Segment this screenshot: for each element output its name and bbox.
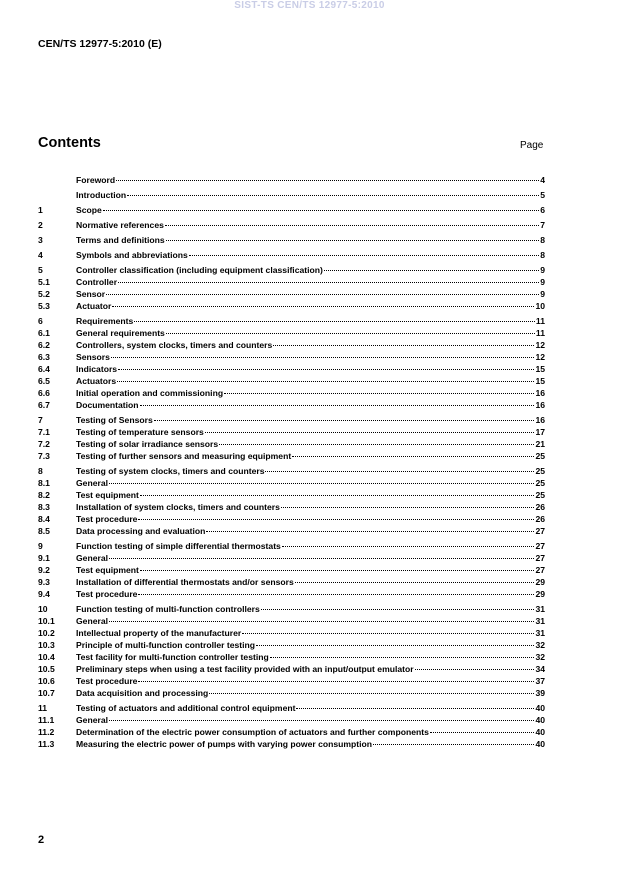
toc-leader-dots [109,621,534,622]
toc-entry-title: Documentation [76,400,139,410]
toc-entry[interactable] [38,438,545,450]
toc-entry[interactable] [38,525,545,537]
watermark: SIST-TS CEN/TS 12977-5:2010 [234,0,385,11]
toc-entry-page: 6 [540,205,545,215]
toc-leader-dots [165,225,539,226]
toc-entry-number: 9.4 [38,589,50,599]
toc-entry-title: Test procedure [76,589,138,599]
toc-leader-dots [281,507,535,508]
toc-entry-number: 8.2 [38,490,50,500]
toc-entry[interactable] [38,564,545,576]
toc-entry-number: 10.1 [38,616,55,626]
toc-entry-title: Actuators [76,376,117,386]
toc-leader-dots [154,420,535,421]
toc-entry-number: 8.1 [38,478,50,488]
toc-entry-title-wrap [76,399,535,411]
toc-entry-page: 26 [535,502,545,512]
toc-entry-number: 8 [38,466,43,476]
toc-leader-dots [109,558,534,559]
toc-entry[interactable] [38,588,545,600]
toc-entry-page: 16 [535,400,545,410]
toc-group [38,249,545,261]
toc-entry-title: Normative references [76,220,164,230]
toc-entry[interactable] [38,501,545,513]
toc-entry-number: 10.2 [38,628,55,638]
toc-entry-title-wrap [76,501,535,513]
toc-entry-title-wrap [76,726,535,738]
toc-entry-title: Test facility for multi-function controller testing [76,652,269,662]
toc-entry-title-wrap [76,387,535,399]
toc-entry-title-wrap [76,189,540,201]
toc-entry-title-wrap [76,276,540,288]
toc-leader-dots [256,645,534,646]
contents-heading: Contents [38,135,101,151]
toc-leader-dots [138,519,534,520]
toc-entry-title-wrap [76,525,535,537]
toc-entry[interactable] [38,327,545,339]
toc-leader-dots [138,594,534,595]
toc-entry-page: 11 [535,316,545,326]
toc-entry-title-wrap [76,426,535,438]
toc-entry-page: 32 [535,640,545,650]
toc-entry-title: Scope [76,205,102,215]
toc-entry-page: 27 [535,553,545,563]
toc-leader-dots [270,657,535,658]
toc-leader-dots [273,345,534,346]
toc-entry-title-wrap [76,249,540,261]
toc-entry[interactable] [38,552,545,564]
toc-entry-title: Test equipment [76,565,139,575]
toc-entry-page: 32 [535,652,545,662]
toc-entry-number: 7 [38,415,43,425]
toc-entry-number: 6 [38,316,43,326]
toc-entry-title: Data processing and evaluation [76,526,206,536]
toc-entry-title: Installation of system clocks, timers and counters [76,502,280,512]
toc-group [38,234,545,246]
toc-entry-title: General [76,478,109,488]
toc-leader-dots [118,369,534,370]
toc-entry-page: 27 [535,541,545,551]
toc-entry-number: 5.3 [38,301,50,311]
toc-entry-title: Test equipment [76,490,139,500]
toc-leader-dots [116,180,539,181]
toc-entry-title-wrap [76,603,535,615]
toc-entry-page: 15 [535,376,545,386]
toc-entry[interactable] [38,174,545,186]
toc-entry-title-wrap [76,339,535,351]
toc-entry-title-wrap [76,576,535,588]
toc-leader-dots [138,681,534,682]
toc-entry-title: Intellectual property of the manufacturer [76,628,242,638]
toc-entry-title-wrap [76,738,535,750]
toc-leader-dots [127,195,539,196]
toc-entry-page: 31 [535,628,545,638]
toc-entry[interactable] [38,264,545,276]
toc-entry[interactable] [38,288,545,300]
toc-entry-page: 9 [540,277,545,287]
toc-entry[interactable] [38,663,545,675]
toc-entry-page: 40 [535,727,545,737]
toc-entry-page: 39 [535,688,545,698]
toc-leader-dots [140,570,535,571]
toc-group [38,264,545,312]
toc-entry-title: Terms and definitions [76,235,165,245]
toc-leader-dots [117,381,534,382]
toc-entry-page: 34 [535,664,545,674]
toc-entry-number: 9 [38,541,43,551]
toc-leader-dots [134,321,535,322]
toc-entry-title: Test procedure [76,676,138,686]
toc-entry-title-wrap [76,477,535,489]
toc-entry-title: Function testing of simple differential thermostats [76,541,281,551]
toc-entry-title: Initial operation and commissioning [76,388,224,398]
toc-entry-page: 7 [540,220,545,230]
toc-entry-title-wrap [76,663,535,675]
toc-entry[interactable] [38,375,545,387]
toc-entry-number: 11.2 [38,727,55,737]
toc-entry-page: 15 [535,364,545,374]
toc-leader-dots [324,270,539,271]
toc-leader-dots [140,405,535,406]
toc-entry[interactable] [38,414,545,426]
toc-entry-title: Testing of actuators and additional control equipment [76,703,296,713]
toc-entry-page: 25 [535,490,545,500]
toc-leader-dots [373,744,534,745]
toc-entry[interactable] [38,651,545,663]
toc-leader-dots [189,255,539,256]
toc-entry-title: Requirements [76,316,134,326]
toc-entry-page: 9 [540,289,545,299]
toc-entry-page: 26 [535,514,545,524]
toc-entry-title-wrap [76,234,540,246]
toc-entry-title-wrap [76,465,535,477]
toc-group [38,702,545,750]
toc-entry-number: 10.3 [38,640,55,650]
toc-entry-page: 40 [535,739,545,749]
toc-entry-title: Actuator [76,301,112,311]
toc-group [38,465,545,537]
toc-entry-page: 31 [535,616,545,626]
toc-entry[interactable] [38,234,545,246]
toc-entry-title-wrap [76,414,535,426]
toc-group [38,174,545,186]
toc-entry-title-wrap [76,300,535,312]
toc-group [38,603,545,699]
toc-entry-number: 6.7 [38,400,50,410]
toc-entry-title: General requirements [76,328,165,338]
toc-entry-title: Testing of system clocks, timers and counters [76,466,265,476]
toc-entry-number: 3 [38,235,43,245]
toc-entry[interactable] [38,702,545,714]
toc-entry-title-wrap [76,450,535,462]
toc-entry[interactable] [38,639,545,651]
toc-entry-title-wrap [76,702,535,714]
toc-entry-title: Sensor [76,289,106,299]
toc-entry-page: 21 [535,439,545,449]
toc-entry-title: General [76,715,109,725]
toc-entry-title-wrap [76,489,535,501]
toc-entry-page: 25 [535,451,545,461]
toc-entry[interactable] [38,300,545,312]
toc-entry[interactable] [38,603,545,615]
toc-entry-title-wrap [76,264,540,276]
toc-entry[interactable] [38,399,545,411]
toc-entry-number: 10.5 [38,664,55,674]
toc-leader-dots [261,609,535,610]
toc-entry-number: 6.5 [38,376,50,386]
toc-entry-title-wrap [76,540,535,552]
toc-entry-number: 6.4 [38,364,50,374]
toc-entry-title-wrap [76,675,535,687]
toc-entry[interactable] [38,513,545,525]
toc-leader-dots [265,471,534,472]
page-column-label: Page [520,140,544,151]
toc-entry-title: Installation of differential thermostats and/or sensors [76,577,294,587]
toc-leader-dots [209,693,534,694]
toc-entry-title: Controller classification (including equipment classification) [76,265,323,275]
toc-entry-page: 10 [535,301,545,311]
toc-entry-title: Determination of the electric power consumption of actuators and further components [76,727,429,737]
toc-entry-title: Controllers, system clocks, timers and counters [76,340,273,350]
toc-entry-title: Indicators [76,364,118,374]
toc-entry[interactable] [38,249,545,261]
toc-entry-number: 9.3 [38,577,50,587]
toc-entry-page: 5 [540,190,545,200]
toc-entry-page: 29 [535,589,545,599]
toc-entry-number: 4 [38,250,43,260]
toc-entry-number: 5.1 [38,277,50,287]
toc-leader-dots [103,210,539,211]
document-id: CEN/TS 12977-5:2010 (E) [38,38,162,50]
toc-entry[interactable] [38,738,545,750]
toc-entry-number: 8.5 [38,526,50,536]
toc-entry-title-wrap [76,288,540,300]
toc-entry-page: 25 [535,478,545,488]
toc-entry-title: Principle of multi-function controller testing [76,640,256,650]
toc-entry-title: General [76,616,109,626]
toc-entry-title-wrap [76,564,535,576]
toc-group [38,204,545,216]
toc-leader-dots [296,708,534,709]
toc-entry-title-wrap [76,219,540,231]
toc-entry-number: 7.2 [38,439,50,449]
toc-entry-title-wrap [76,375,535,387]
toc-leader-dots [295,582,535,583]
toc-entry[interactable] [38,687,545,699]
toc-entry-number: 2 [38,220,43,230]
toc-entry-number: 1 [38,205,43,215]
toc-entry-page: 40 [535,715,545,725]
toc-leader-dots [140,495,535,496]
toc-entry-title-wrap [76,351,535,363]
toc-entry[interactable] [38,576,545,588]
toc-entry[interactable] [38,426,545,438]
toc-leader-dots [109,720,534,721]
toc-entry-page: 17 [535,427,545,437]
toc-entry-title: Testing of Sensors [76,415,153,425]
toc-entry-title: Test procedure [76,514,138,524]
toc-entry-number: 9.2 [38,565,50,575]
toc-entry-title: Controller [76,277,118,287]
toc-entry-page: 40 [535,703,545,713]
toc-entry-number: 10.4 [38,652,55,662]
toc-entry-number: 7.3 [38,451,50,461]
toc-entry-number: 6.6 [38,388,50,398]
toc-entry-title-wrap [76,363,535,375]
toc-entry-page: 27 [535,526,545,536]
toc-entry-title-wrap [76,174,540,186]
toc-entry-page: 12 [535,340,545,350]
toc-entry-title-wrap [76,627,535,639]
toc-entry-number: 10.7 [38,688,55,698]
toc-entry-title: Preliminary steps when using a test facility provided with an input/output emulator [76,664,414,674]
toc-entry-number: 10 [38,604,48,614]
toc-entry[interactable] [38,714,545,726]
toc-entry-number: 9.1 [38,553,50,563]
toc-entry-title-wrap [76,204,540,216]
toc-entry-title: Function testing of multi-function controllers [76,604,260,614]
toc-group [38,219,545,231]
toc-entry-number: 11 [38,703,48,713]
toc-entry-title-wrap [76,639,535,651]
toc-entry-page: 27 [535,565,545,575]
toc-leader-dots [109,483,534,484]
toc-entry-title: Testing of temperature sensors [76,427,204,437]
toc-entry[interactable] [38,477,545,489]
toc-entry-title-wrap [76,714,535,726]
toc-entry-title-wrap [76,615,535,627]
toc-entry-page: 25 [535,466,545,476]
toc-entry-page: 4 [540,175,545,185]
toc-entry-title-wrap [76,513,535,525]
toc-entry[interactable] [38,627,545,639]
toc-leader-dots [206,531,534,532]
toc-entry[interactable] [38,489,545,501]
toc-entry[interactable] [38,276,545,288]
toc-entry[interactable] [38,465,545,477]
toc-leader-dots [282,546,535,547]
toc-entry-number: 8.3 [38,502,50,512]
toc-leader-dots [205,432,535,433]
toc-entry-title: Sensors [76,352,110,362]
toc-entry-page: 11 [535,328,545,338]
toc-leader-dots [111,357,535,358]
toc-entry-title-wrap [76,588,535,600]
toc-entry-number: 6.3 [38,352,50,362]
toc-leader-dots [224,393,534,394]
toc-entry-title-wrap [76,327,536,339]
toc-entry[interactable] [38,204,545,216]
toc-group [38,414,545,462]
toc-entry-title: Testing of further sensors and measuring equipment [76,451,292,461]
toc-entry-title-wrap [76,315,536,327]
toc-entry[interactable] [38,450,545,462]
toc-leader-dots [415,669,535,670]
toc-entry-number: 5.2 [38,289,50,299]
toc-entry-page: 8 [540,250,545,260]
toc-entry[interactable] [38,675,545,687]
toc-leader-dots [118,282,539,283]
toc-entry-title: Symbols and abbreviations [76,250,188,260]
toc-leader-dots [292,456,534,457]
toc-entry-title-wrap [76,651,535,663]
toc-entry[interactable] [38,726,545,738]
toc-entry-title: General [76,553,109,563]
toc-entry-title: Testing of solar irradiance sensors [76,439,219,449]
toc-entry-title-wrap [76,552,535,564]
toc-entry-page: 29 [535,577,545,587]
toc-group [38,540,545,600]
toc-entry-title: Measuring the electric power of pumps with varying power consumption [76,739,373,749]
toc-entry[interactable] [38,363,545,375]
toc-entry-page: 9 [540,265,545,275]
toc-entry-title-wrap [76,687,535,699]
page-number: 2 [38,834,45,846]
toc-entry-page: 8 [540,235,545,245]
toc-entry[interactable] [38,615,545,627]
toc-entry-number: 10.6 [38,676,55,686]
table-of-contents [38,174,545,753]
toc-leader-dots [166,240,540,241]
toc-entry-title: Data acquisition and processing [76,688,209,698]
toc-entry-number: 8.4 [38,514,50,524]
toc-entry-title: Foreword [76,175,116,185]
toc-entry[interactable] [38,219,545,231]
toc-entry-title: Introduction [76,190,127,200]
toc-entry-page: 12 [535,352,545,362]
toc-leader-dots [112,306,534,307]
toc-group [38,315,545,411]
toc-entry-number: 6.2 [38,340,50,350]
toc-entry-number: 11.1 [38,715,55,725]
toc-entry[interactable] [38,351,545,363]
toc-entry-page: 37 [535,676,545,686]
toc-entry-number: 7.1 [38,427,50,437]
toc-entry-page: 31 [535,604,545,614]
toc-entry[interactable] [38,315,545,327]
toc-entry[interactable] [38,339,545,351]
toc-entry-number: 6.1 [38,328,50,338]
toc-group [38,189,545,201]
toc-leader-dots [166,333,535,334]
toc-entry-number: 5 [38,265,43,275]
toc-entry-page: 16 [535,388,545,398]
toc-leader-dots [430,732,535,733]
toc-entry-number: 11.3 [38,739,55,749]
toc-leader-dots [106,294,539,295]
toc-entry[interactable] [38,540,545,552]
toc-entry-title-wrap [76,438,535,450]
toc-leader-dots [219,444,534,445]
toc-leader-dots [242,633,534,634]
toc-entry[interactable] [38,189,545,201]
toc-entry-page: 16 [535,415,545,425]
toc-entry[interactable] [38,387,545,399]
